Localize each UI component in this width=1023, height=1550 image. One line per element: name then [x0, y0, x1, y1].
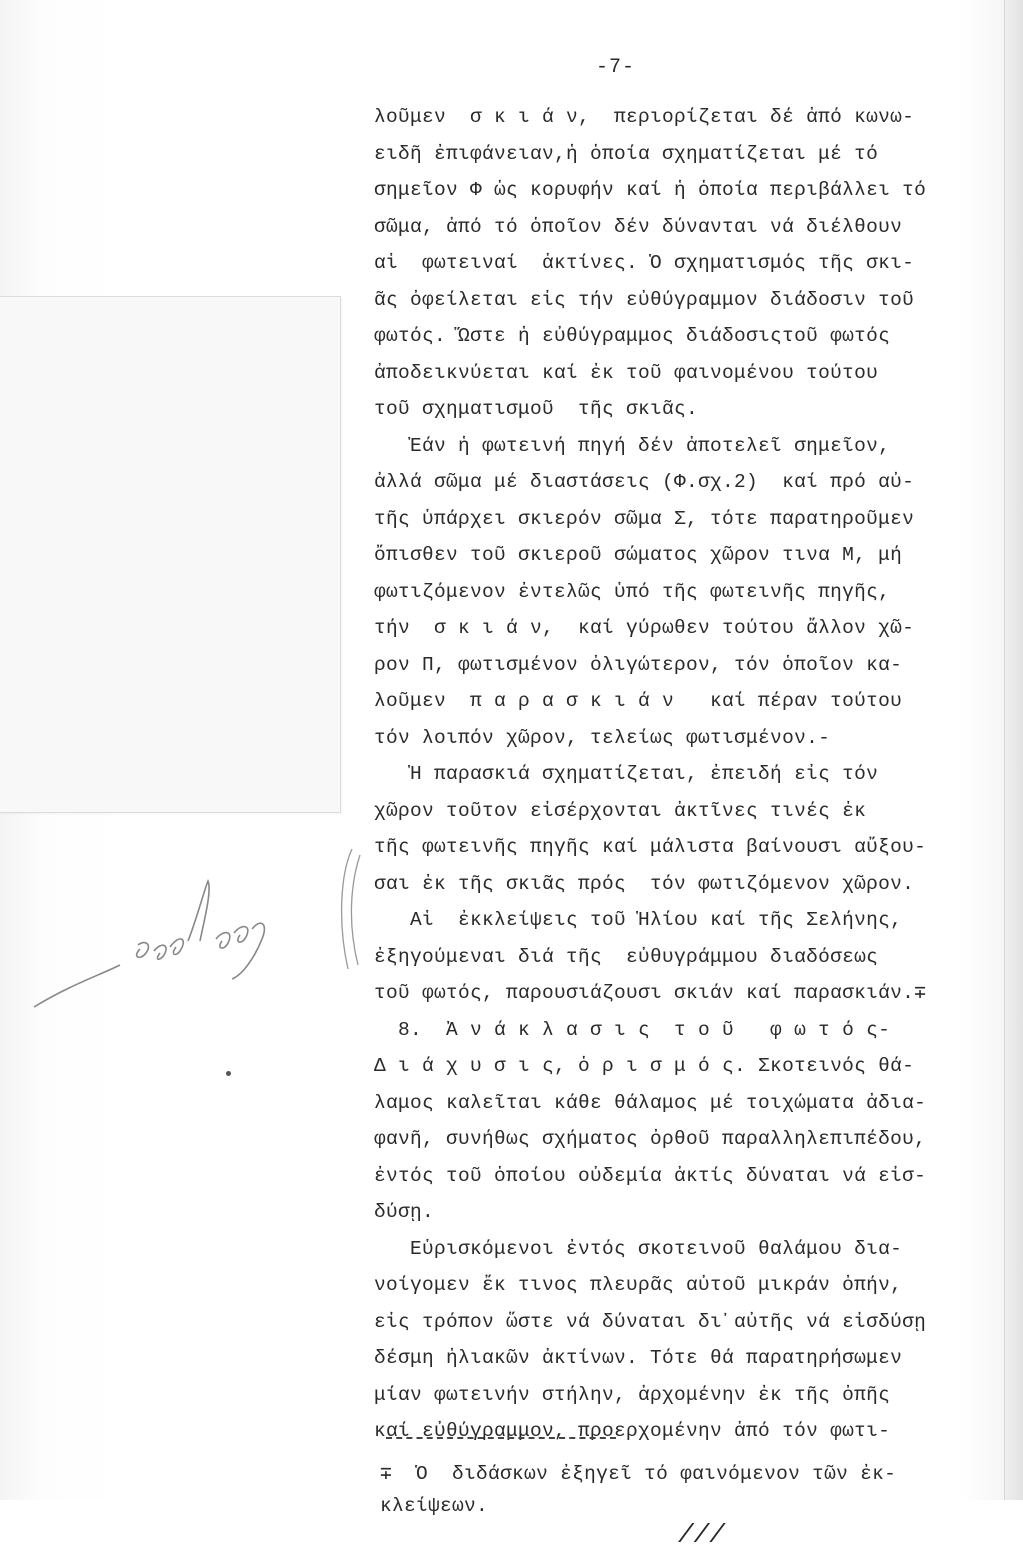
body-line: φωτός. Ὥστε ἡ εὐθύγραμμος διάδοσιςτοῦ φωτός [374, 325, 891, 347]
body-line: χῶρον τοῦτον εἰσέρχονται ἀκτῖνες τινές ἐκ [374, 799, 867, 822]
ink-dot [226, 1071, 231, 1076]
body-line: μίαν φωτεινήν στήλην, ἀρχομένην ἐκ τῆς ὀπῆς [374, 1383, 891, 1406]
body-line: ἐξηγούμεναι διά τῆς εὐθυγράμμου διαδόσεως [374, 945, 879, 968]
body-line: νοίγομεν ἔκ τινος πλευρᾶς αὐτοῦ μικράν ὀπήν, [374, 1274, 903, 1296]
body-line: λαμος καλεῖται κάθε θάλαμος μέ τοιχώματα ἀδια- [374, 1091, 927, 1114]
body-line: 8. Ἀ ν ά κ λ α σ ι ς τ ο ῦ φ ω τ ό ς- [374, 1018, 891, 1041]
body-line: εἰς τρόπον ὥστε νά δύναται δι᾽αὐτῆς νά εἰσδύσῃ [374, 1310, 927, 1333]
body-line: τήν σ κ ι ά ν, καί γύρωθεν τούτου ἄλλον χῶ- [374, 617, 915, 639]
footnote [380, 1458, 980, 1522]
page-number: -7- [596, 56, 636, 79]
body-line: Ἡ παρασκιά σχηματίζεται, ἐπειδή εἰς τόν [374, 763, 879, 785]
body-line: ὄπισθεν τοῦ σκιεροῦ σώματος χῶρον τινα Μ, μή [374, 544, 903, 566]
body-line: φανῆ, συνήθως σχήματος ὀρθοῦ παραλληλεπιπέδου, [374, 1128, 927, 1150]
body-line: σημεῖον Φ ὡς κορυφήν καί ἡ ὁποία περιβάλλει τό [374, 179, 927, 201]
body-line: ρον Π, φωτισμένον ὀλιγώτερον, τόν ὁποῖον κα- [374, 653, 903, 676]
body-line: λοῦμεν π α ρ α σ κ ι ά ν καί πέραν τούτου [374, 690, 903, 712]
body-line: Δ ι ά χ υ σ ι ς, ὁ ρ ι σ μ ό ς. Σκοτεινός θά- [374, 1055, 915, 1077]
body-line: σῶμα, ἀπό τό ὁποῖον δέν δύνανται νά διέλθουν [374, 215, 903, 238]
footnote-rule [386, 1437, 616, 1439]
body-line: ειδῆ ἐπιφάνειαν,ἡ ὁποία σχηματίζεται μέ τό [374, 142, 879, 165]
footnote-line: ∓ Ὁ διδάσκων ἐξηγεῖ τό φαινόμενον τῶν ἐκ- [380, 1463, 897, 1485]
body-line: τοῦ σχηματισμοῦ τῆς σκιᾶς. [374, 398, 699, 420]
pasted-paper-slip [0, 296, 341, 813]
body-line: Εὑρισκόμενοι ἐντός σκοτεινοῦ θαλάμου δια- [374, 1237, 903, 1260]
body-text [374, 99, 984, 1450]
body-line: Ἐάν ἡ φωτεινή πηγή δέν ἀποτελεῖ σημεῖον, [374, 434, 891, 457]
footnote-line: κλείψεων. [380, 1495, 489, 1517]
body-line: αἱ φωτειναί ἀκτίνες. Ὁ σχηματισμός τῆς σκι- [374, 252, 915, 274]
body-line: τόν λοιπόν χῶρον, τελείως φωτισμένον.- [374, 726, 831, 749]
body-line: τοῦ φωτός, παρουσιάζουσι σκιάν καί παρασκιάν.∓ [374, 982, 927, 1004]
body-line: σαι ἐκ τῆς σκιᾶς πρός τόν φωτιζόμενον χῶρον. [374, 872, 915, 895]
page-edge [1004, 0, 1023, 1500]
body-line: φωτιζόμενον ἐντελῶς ὑπό τῆς φωτεινῆς πηγῆς, [374, 580, 891, 603]
body-line: ἐντός τοῦ ὁποίου οὐδεμία ἀκτίς δύναται νά εἰσ- [374, 1164, 927, 1187]
body-line: λοῦμεν σ κ ι ά ν, περιορίζεται δέ ἀπό κωνω- [374, 106, 915, 128]
body-line: Αἱ ἐκκλείψεις τοῦ Ἡλίου καί τῆς Σελήνης, [374, 909, 903, 931]
body-line: ἀλλά σῶμα μέ διαστάσεις (Φ.σχ.2) καί πρό αὐ- [374, 471, 915, 493]
body-line: τῆς ὑπάρχει σκιερόν σῶμα Σ, τότε παρατηροῦμεν [374, 507, 915, 530]
body-line: ᾶς ὀφείλεται εἰς τήν εὐθύγραμμον διάδοσιν τοῦ [374, 288, 915, 311]
handwritten-signature [20, 835, 320, 1025]
end-mark: /// [678, 1520, 725, 1550]
margin-bracket-mark [330, 845, 370, 975]
body-line: τῆς φωτεινῆς πηγῆς καί μάλιστα βαίνουσι αὔξου- [374, 836, 927, 858]
body-line: ἀποδεικνύεται καί ἐκ τοῦ φαινομένου τούτου [374, 361, 879, 384]
body-line: καί εὐθύγραμμον, προερχομένην ἀπό τόν φωτι- [374, 1420, 891, 1442]
body-line: δέσμη ἡλιακῶν ἀκτίνων. Τότε θά παρατηρήσωμεν [374, 1347, 903, 1369]
body-line: δύσῃ. [374, 1201, 435, 1223]
